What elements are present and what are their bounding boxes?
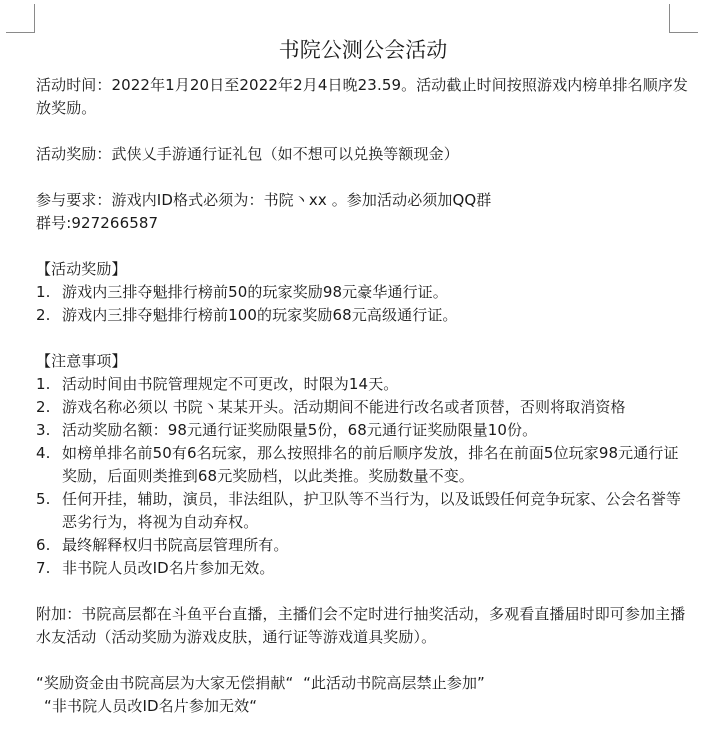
document-body (36, 36, 690, 718)
rewards-list (36, 281, 690, 327)
blank-line (36, 580, 690, 603)
list-number: 2. (36, 306, 51, 324)
page-corner-mark-top-right (669, 4, 698, 33)
list-number: 1. (36, 375, 51, 393)
list-item (36, 442, 690, 488)
page-corner-mark-top-left (6, 4, 35, 33)
blank-line (36, 235, 690, 258)
list-item (36, 373, 690, 396)
list-item (36, 281, 690, 304)
rewards-section (36, 258, 690, 327)
list-text: 任何开挂，辅助，演员，非法组队，护卫队等不当行为，以及诋毁任何竞争玩家、公会名誉等恶劣行为，将视为自动弃权。 (62, 490, 682, 531)
list-number: 6. (36, 536, 51, 554)
list-text: 活动时间由书院管理规定不可更改，时限为14天。 (62, 375, 399, 393)
list-number: 3. (36, 421, 51, 439)
list-text: 游戏名称必须以 书院丶某某开头。活动期间不能进行改名或者顶替，否则将取消资格 (62, 398, 626, 416)
list-item (36, 488, 690, 534)
notes-section (36, 350, 690, 580)
list-number: 5. (36, 490, 51, 508)
rewards-heading: 【活动奖励】 (36, 260, 127, 278)
appendix-paragraph: 附加：书院高层都在斗鱼平台直播，主播们会不定时进行抽奖活动，多观看直播届时即可参加主播水友活动（活动奖励为游戏皮肤，通行证等游戏道具奖励）。 (36, 605, 686, 646)
activity-reward-paragraph: 活动奖励：武侠乂手游通行证礼包（如不想可以兑换等额现金） (36, 145, 459, 163)
list-item (36, 534, 690, 557)
list-text: 非书院人员改ID名片参加无效。 (62, 559, 275, 577)
list-item (36, 304, 690, 327)
blank-line (36, 120, 690, 143)
requirement-line: 参与要求：游戏内ID格式必须为：书院丶xx 。参加活动必须加QQ群 (36, 191, 492, 209)
notes-heading: 【注意事项】 (36, 352, 127, 370)
list-number: 1. (36, 283, 51, 301)
list-text: 游戏内三排夺魁排行榜前100的玩家奖励68元高级通行证。 (62, 306, 458, 324)
list-text: 活动奖励名额：98元通行证奖励限量5份，68元通行证奖励限量10份。 (62, 421, 538, 439)
list-item (36, 419, 690, 442)
quote-line: “非书院人员改ID名片参加无效“ (44, 697, 258, 715)
qq-group-line: 群号:927266587 (36, 214, 159, 232)
list-text: 游戏内三排夺魁排行榜前50的玩家奖励98元豪华通行证。 (62, 283, 448, 301)
blank-line (36, 649, 690, 672)
list-number: 2. (36, 398, 51, 416)
list-item (36, 557, 690, 580)
quote-line: “奖励资金由书院高层为大家无偿捐献“ “此活动书院高层禁止参加” (36, 674, 485, 692)
activity-time-paragraph: 活动时间：2022年1月20日至2022年2月4日晚23.59。活动截止时间按照游戏内榜单排名顺序发放奖励。 (36, 76, 689, 117)
blank-line (36, 327, 690, 350)
list-number: 4. (36, 444, 51, 462)
list-text: 最终解释权归书院高层管理所有。 (62, 536, 289, 554)
blank-line (36, 166, 690, 189)
list-number: 7. (36, 559, 51, 577)
notes-list (36, 373, 690, 580)
list-item (36, 396, 690, 419)
document-title: 书院公测公会活动 (278, 38, 448, 62)
list-text: 如榜单排名前50有6名玩家，那么按照排名的前后顺序发放，排名在前面5位玩家98元通行证奖励，后面则类推到68元奖励档，以此类推。奖励数量不变。 (62, 444, 679, 485)
